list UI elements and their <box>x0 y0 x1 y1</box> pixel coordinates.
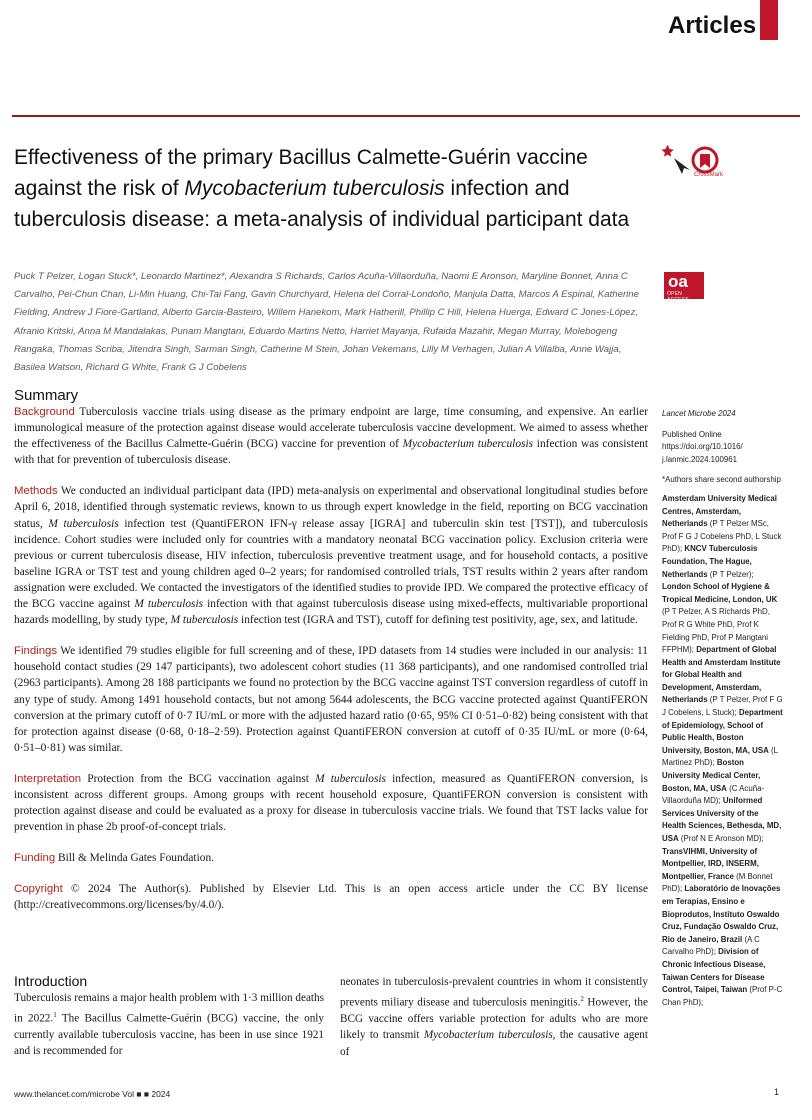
published-online <box>662 429 784 467</box>
doi-link[interactable]: https://doi.org/10.1016/ <box>662 442 743 452</box>
intro-italic: Mycobacterium tuberculosis, <box>423 1029 556 1042</box>
intro-text: the causative agent of <box>340 1029 649 1058</box>
author-list: Puck T Pelzer, Logan Stuck*, Leonardo Martinez*, Alexandra S Richards, Carlos Acuña-Villaorduña, Naomi E Aronson, Maryline Bonnet, Anna C Carvalho, Pei-Chun Chan, Li-Min Huang, Chi-Tai Fang, Gavin Churchyard, Helena del Corral-Londoño, Manjula Datta, Marcos A Espinal, Katherine Fielding, Andrew J Fiore-Gartland, Alberto Garcia-Basteiro, Willem Hanekom, Mark Hatherill, Phillip C Hill, Helena Huerga, Edward C Jones-López, Afranio Kritski, Anna M Mandalakas, Punam Mangtani, Eduardo Martins Netto, Harriet Mayanja, Rufaida Mazahir, Megan Murray, Molebogeng Rangaka, Thomas Scriba, Jitendra Singh, Sarman Singh, Catherine M Stein, Johan Vekemans, Lilly M Verhagen, Julian A Villalba, Anne Wajja, Basilea Watson, Richard G White, Frank G J Cobelens <box>14 271 639 374</box>
intro-text: neonates in tuberculosis-prevalent countries in whom it consistently prevents miliary disease and tuberculosis meningitis. <box>340 976 648 1009</box>
affiliation-org: Division of Chronic Infectious Disease, Taiwan Centers for Disease Control, Taipei, Taiwan <box>662 947 766 995</box>
article-sidebar <box>662 408 784 1009</box>
copyright-text[interactable]: © 2024 The Author(s). Published by Elsevier Ltd. This is an open access article under the CC BY license (http://creativecommons.org/licenses/by/4.0/). <box>14 883 648 912</box>
author-note: *Authors share second authorship <box>662 475 781 485</box>
methods-text: infection test (IGRA and TST), cutoff for defining test positivity, age, sex, and latitude. <box>238 614 638 627</box>
methods-text: We conducted an individual participant data (IPD) meta-analysis on experimental and observational longitudinal studies before April 6, 2018, identified through systematic reviews, known to us through expert knowledge in the field, reporting on BCG vaccination status, <box>14 485 648 530</box>
intro-text: Tuberculosis remains a major health problem with 1·3 million deaths in 2022. <box>14 992 324 1025</box>
affiliation-org: Uniformed Services University of the Health Sciences, Bethesda, MD, USA <box>662 796 782 843</box>
abstract-methods <box>14 483 648 628</box>
affiliation-people: (P T Pelzer MSc, Prof F G J Cobelens PhD, L Stuck PhD); <box>662 519 782 554</box>
methods-italic: M tuberculosis <box>48 517 119 530</box>
reference-link[interactable]: 1 <box>53 1010 57 1019</box>
intro-text: The Bacillus Calmette-Guérin (BCG) vaccine, the only currently available tuberculosis vaccine, has been in use since 1921 and is recommended for <box>14 1012 324 1058</box>
journal-citation: Lancet Microbe 2024 <box>662 409 736 418</box>
affiliation-org: Boston University Medical Center, Boston, MA, USA <box>662 758 761 793</box>
methods-label: Methods <box>14 485 58 498</box>
abstract <box>14 404 648 929</box>
affiliation-people: (P T Pelzer, A S Richards PhD, Prof R G White PhD, Prof K Fielding PhD, Prof P Mangtani FFPHM); <box>662 607 770 655</box>
title-part1: Effectiveness of the primary Bacillus Calmette-Guérin vaccine against the risk of <box>14 146 588 200</box>
funding-text: Bill & Melinda Gates Foundation. <box>55 852 214 865</box>
affiliation-org: Laboratório de Inovações em Terapias, Ensino e Bioprodutos, Instituto Oswaldo Cruz, Fundação Oswaldo Cruz, Rio de Janeiro, Brazil <box>662 884 781 944</box>
abstract-background <box>14 404 648 468</box>
affiliation-people: (A C Carvalho PhD); <box>662 934 760 957</box>
article-title <box>14 142 654 235</box>
affiliation-org: Amsterdam University Medical Centres, Amsterdam, Netherlands <box>662 493 777 529</box>
published-label: Published Online <box>662 429 722 439</box>
abstract-interpretation <box>14 771 648 835</box>
doi-link-cont[interactable]: j.lanmic.2024.100961 <box>662 454 738 464</box>
funding-label: Funding <box>14 852 56 865</box>
affiliation-people: (Prof P-C Chan PhD); <box>662 985 783 1007</box>
abstract-funding <box>14 850 648 866</box>
affiliation-org: TransVIHMI, University of Montpellier, IRD, INSERM, Montpellier, France <box>662 846 759 881</box>
open-access-badge <box>664 272 704 303</box>
footer-url[interactable]: www.thelancet.com/microbe Vol ■ ■ 2024 <box>14 1089 171 1099</box>
background-text: Tuberculosis vaccine trials using disease as the primary endpoint are large, time consuming, and expensive. An earlier immunological measure of the protection against disease would accelerate tuberculosis vaccine development. We aimed to assess whether the effectiveness of the Bacillus Calmette-Guérin (BCG) vaccine for prevention of <box>14 406 648 451</box>
affiliation-people: (Prof N E Aronson MD); <box>678 834 764 843</box>
page-number: 1 <box>774 1087 780 1097</box>
affiliation-org: Department of Global Health and Amsterdam Institute for Global Health and Development, Amsterdam, Netherlands <box>662 645 781 705</box>
section-label: Articles <box>668 12 757 39</box>
findings-label: Findings <box>14 645 58 658</box>
affiliation-org: Department of Epidemiology, School of Public Health, Boston University, Boston, MA, USA <box>662 708 783 755</box>
affiliation-org: KNCV Tuberculosis Foundation, The Hague, Netherlands <box>662 544 758 579</box>
interpretation-label: Interpretation <box>14 772 82 785</box>
affiliation-org: London School of Hygiene & Tropical Medicine, London, UK <box>662 582 778 604</box>
title-part2: infection and tuberculosis disease: a meta-analysis of individual participant data <box>14 177 630 231</box>
background-label: Background <box>14 406 75 418</box>
crossmark-label: CrossMark <box>694 172 724 178</box>
header-divider <box>12 115 800 117</box>
interpretation-italic: M tuberculosis <box>315 772 386 785</box>
affiliations <box>662 493 784 1009</box>
crossmark-icon[interactable] <box>660 144 720 184</box>
methods-italic: M tuberculosis <box>170 614 239 627</box>
affiliation-people: (C Acuña-Villaorduña MD); <box>662 783 765 806</box>
summary-heading: Summary <box>14 387 79 404</box>
affiliation-people: (P T Pelzer, Prof F G J Cobelens, L Stuck); <box>662 695 783 718</box>
section-color-tab <box>760 0 778 40</box>
interpretation-text: Protection from the BCG vaccination against <box>81 772 316 785</box>
affiliation-people: (P T Pelzer); <box>707 569 754 579</box>
introduction-heading: Introduction <box>14 973 88 989</box>
findings-text: We identified 79 studies eligible for full screening and of these, IPD datasets from 14 studies were included in our analysis: 11 household contact studies (29 147 participants), two adolescent cohort studies (11 368 participants), and one randomised controlled trial (2963 participants). Among 28 188 participants we found no protection by the BCG vaccine against TST conversion regardless of cutoff in any type of study. Among 1491 household contacts, but not among 5644 adolescents, the BCG vaccine protected against QuantiFERON conversion at the primary cutoff of 0·7 IU/mL or more with the adjusted hazard ratio (0·65, 95% CI 0·51–0·82) being consistent with that for protection against disease (0·68, 0·18–2·59). Protection against QuantiFERON conversion at cutoff of 0·35 IU/mL or more (0·64, 0·51–0·81) was similar. <box>14 645 648 754</box>
methods-italic: M tuberculosis <box>134 598 204 611</box>
copyright-label: Copyright <box>14 883 63 896</box>
background-text-end: infection was consistent with that for prevention of tuberculosis disease. <box>14 438 648 467</box>
abstract-copyright <box>14 881 648 913</box>
abstract-findings <box>14 643 648 756</box>
affiliation-people: (M Bonnet PhD); <box>662 871 773 894</box>
introduction-column-1 <box>14 990 324 1060</box>
background-italic: Mycobacterium tuberculosis <box>402 438 534 451</box>
oa-badge-text: oa <box>668 272 688 291</box>
methods-text: infection test (QuantiFERON IFN-γ release assay [IGRA] and tuberculin skin test [TST]), and tuberculosis incidence. Cohort studies were included only for countries with a mandatory neonatal BCG vaccination policy. Exclusion criteria were previous or current tuberculosis disease, HIV infection, tuberculosis preventive treatment usage, and for household contacts, a positive baseline IGRA or TST test and young children aged 0–2 years; for randomised controlled trials, TST results within 2 years after random assignation were excluded. We contacted the investigators of the identified studies to provide IPD. We compared the protective efficacy of the BCG vaccine against <box>14 517 648 611</box>
interpretation-text: infection, measured as QuantiFERON conversion, is inconsistent across different groups. Among groups with recent household exposure, QuantiFERON conversion is consistent with protection against disease and could be evaluated as a proxy for disease in tuberculosis vaccine trials. We found that TST lacks value for prevention in phase 2b proof-of-concept trials. <box>14 772 648 834</box>
affiliation-people: (L Martinez PhD); <box>662 745 778 768</box>
reference-link[interactable]: 2 <box>580 994 584 1003</box>
methods-text: infection with that against tuberculosis disease using mixed-effects, multivariable proportional hazards modelling, by study type, <box>14 598 648 627</box>
introduction-column-2 <box>340 974 648 1060</box>
title-italic: Mycobacterium tuberculosis <box>184 177 445 200</box>
oa-badge-subtext: OPEN ACCESS <box>667 291 689 303</box>
intro-text: However, the BCG vaccine offers variable protection for adults who are more likely to transmit <box>340 996 648 1042</box>
